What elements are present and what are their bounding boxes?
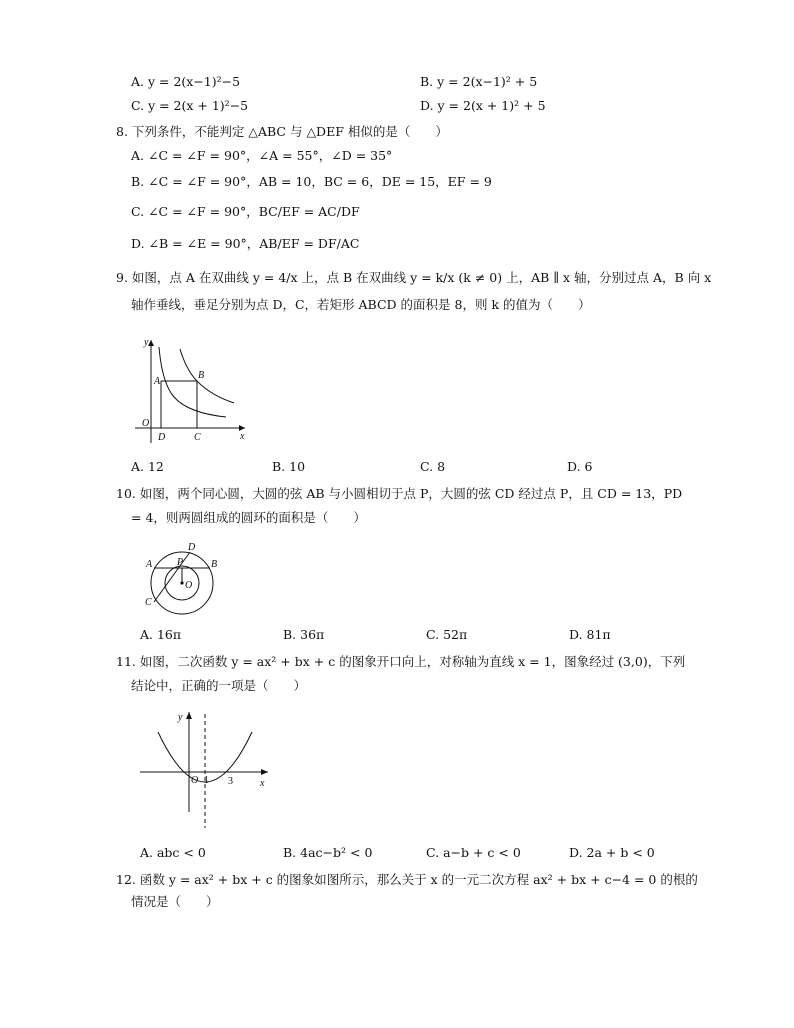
q9-label-o: O — [142, 418, 150, 429]
q10-label-a: A — [146, 559, 153, 570]
q7-option-b: B. y = 2(x−1)² + 5 — [420, 74, 538, 89]
q11-label-o: O — [191, 775, 199, 786]
q11-label-1: 1 — [204, 775, 209, 786]
q9-hyperbola-figure — [130, 335, 250, 445]
q9-stem-line1: 9. 如图，点 A 在双曲线 y = 4/x 上，点 B 在双曲线 y = k/x (k ≠ 0) 上，AB ∥ x 轴，分别过点 A，B 向 x — [116, 270, 712, 285]
q9-stem-line2: 轴作垂线，垂足分别为点 D，C，若矩形 ABCD 的面积是 8，则 k 的值为（ ） — [131, 297, 591, 312]
q11-stem-line2: 结论中，正确的一项是（ ） — [131, 678, 307, 693]
q11-option-b: B. 4ac−b² < 0 — [283, 845, 373, 860]
q9-label-y: y — [144, 337, 149, 348]
q10-label-c: C — [145, 597, 152, 608]
q11-option-d: D. 2a + b < 0 — [569, 845, 655, 860]
q8-option-d: D. ∠B = ∠E = 90°，AB/EF = DF/AC — [131, 236, 360, 251]
q10-label-o: O — [185, 580, 193, 591]
q12-stem-line1: 12. 函数 y = ax² + bx + c 的图象如图所示，那么关于 x 的一元二次方程 ax² + bx + c−4 = 0 的根的 — [116, 872, 698, 887]
q9-option-d: D. 6 — [567, 459, 593, 474]
q9-option-c: C. 8 — [420, 459, 446, 474]
q8-option-b: B. ∠C = ∠F = 90°，AB = 10，BC = 6，DE = 15，EF = 9 — [131, 174, 492, 189]
q9-option-a: A. 12 — [131, 459, 164, 474]
q10-label-p: P — [177, 557, 184, 568]
q11-parabola-figure — [138, 708, 273, 830]
q7-option-d: D. y = 2(x + 1)² + 5 — [420, 98, 546, 113]
q10-option-d: D. 81π — [569, 627, 611, 642]
q9-label-c: C — [194, 432, 201, 443]
q10-option-b: B. 36π — [283, 627, 325, 642]
q11-stem-line1: 11. 如图，二次函数 y = ax² + bx + c 的图象开口向上，对称轴为直线 x = 1，图象经过 (3,0)，下列 — [116, 654, 686, 669]
q9-label-d: D — [158, 432, 166, 443]
q7-option-a: A. y = 2(x−1)²−5 — [131, 74, 241, 89]
q10-stem-line1: 10. 如图，两个同心圆，大圆的弦 AB 与小圆相切于点 P，大圆的弦 CD 经过点 P，且 CD = 13，PD — [116, 486, 683, 501]
q10-label-d: D — [188, 542, 196, 553]
q10-stem-line2: = 4，则两圆组成的圆环的面积是（ ） — [131, 510, 366, 525]
q11-label-x: x — [260, 778, 265, 789]
q11-option-c: C. a−b + c < 0 — [426, 845, 521, 860]
q8-option-c: C. ∠C = ∠F = 90°，BC/EF = AC/DF — [131, 204, 360, 219]
q11-label-3: 3 — [228, 776, 233, 787]
q8-stem: 8. 下列条件，不能判定 △ABC 与 △DEF 相似的是（ ） — [116, 124, 448, 139]
q9-label-x: x — [240, 431, 245, 442]
q8-option-a: A. ∠C = ∠F = 90°，∠A = 55°，∠D = 35° — [131, 148, 393, 163]
q12-stem-line2: 情况是（ ） — [131, 894, 219, 909]
q11-label-y: y — [178, 712, 183, 723]
q10-label-b: B — [211, 559, 218, 570]
q9-option-b: B. 10 — [272, 459, 306, 474]
q9-label-a: A — [154, 376, 161, 387]
q7-option-c: C. y = 2(x + 1)²−5 — [131, 98, 249, 113]
q10-option-c: C. 52π — [426, 627, 468, 642]
q9-label-b: B — [198, 370, 205, 381]
q10-concentric-circles-figure — [140, 542, 220, 622]
q10-option-a: A. 16π — [140, 627, 182, 642]
q11-option-a: A. abc < 0 — [140, 845, 206, 860]
